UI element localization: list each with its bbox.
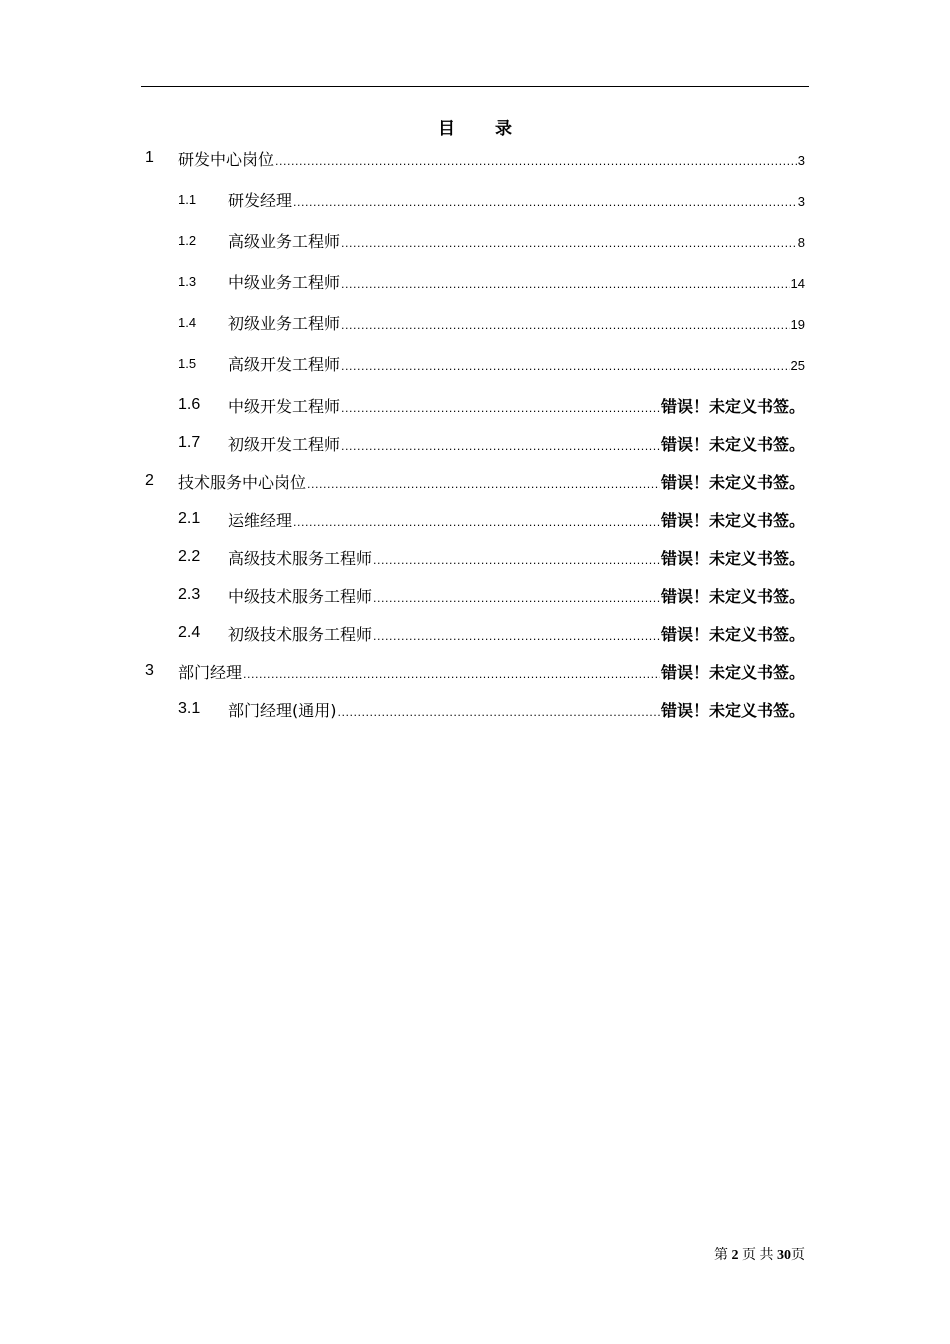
toc-leader-dots [373,554,660,567]
toc-entry-page-number: 8 [797,234,805,250]
toc-entry-page-number: 19 [790,316,805,332]
toc-entry[interactable] [0,351,950,375]
toc-entry-number: 2 [145,472,154,489]
toc-entry-number: 3 [145,662,154,679]
toc-entry-error-text: 错误！未定义书签。 [660,586,805,606]
footer-middle: 页 共 [742,1248,774,1263]
toc-entry[interactable] [0,228,950,252]
toc-leader-dots [243,668,660,681]
toc-entry-error-text: 错误！未定义书签。 [660,510,805,530]
toc-entry[interactable] [0,393,950,417]
toc-leader-dots [341,360,790,373]
toc-leader-dots [338,706,660,719]
toc-entry-number: 2.2 [178,548,201,565]
page-footer [714,1244,805,1264]
toc-entry-label: 研发经理 [228,190,293,210]
toc-title [0,114,950,139]
toc-entry-label: 部门经理(通用) [228,700,337,720]
toc-entry-number: 1.5 [178,355,197,371]
toc-entry-label: 技术服务中心岗位 [178,472,307,492]
toc-entry-label: 部门经理 [178,662,243,682]
toc-entry-error-text: 错误！未定义书签。 [660,624,805,644]
toc-entry[interactable] [0,659,950,683]
toc-entry[interactable] [0,621,950,645]
toc-entry[interactable] [0,146,950,170]
toc-entry[interactable] [0,583,950,607]
footer-total-pages: 30 [777,1248,791,1263]
toc-entry-error-text: 错误！未定义书签。 [660,548,805,568]
toc-entry[interactable] [0,310,950,334]
toc-entry[interactable] [0,187,950,211]
toc-entry[interactable] [0,269,950,293]
toc-entry-number: 3.1 [178,700,201,717]
toc-title-char-2: 录 [495,119,512,139]
toc-leader-dots [373,630,660,643]
toc-entry-error-text: 错误！未定义书签。 [660,434,805,454]
toc-entry-error-text: 错误！未定义书签。 [660,662,805,682]
footer-suffix: 页 [791,1248,805,1263]
toc-entry-number: 1.2 [178,232,197,248]
toc-entry-label: 研发中心岗位 [178,149,275,169]
toc-entry[interactable] [0,545,950,569]
toc-entry-label: 运维经理 [228,510,293,530]
toc-entry-label: 中级开发工程师 [228,396,341,416]
toc-entry[interactable] [0,507,950,531]
toc-title-char-1: 目 [438,119,455,139]
toc-entry-number: 1.7 [178,434,201,451]
toc-leader-dots [341,402,660,415]
toc-entry[interactable] [0,697,950,721]
toc-entry-page-number: 3 [797,193,805,209]
toc-entry-page-number: 25 [790,357,805,373]
toc-entry-label: 中级业务工程师 [228,272,341,292]
toc-entry-page-number: 14 [790,275,805,291]
toc-leader-dots [293,196,797,209]
toc-entry-label: 高级开发工程师 [228,354,341,374]
toc-leader-dots [341,237,797,250]
toc-entry-label: 高级技术服务工程师 [228,548,373,568]
footer-prefix: 第 [714,1248,728,1263]
footer-current-page: 2 [731,1248,739,1263]
toc-entry-label: 初级技术服务工程师 [228,624,373,644]
header-rule [141,86,809,87]
toc-leader-dots [293,516,660,529]
toc-entry-number: 1.1 [178,191,197,207]
toc-entry-number: 2.4 [178,624,201,641]
toc-entry-number: 1.4 [178,314,197,330]
toc-leader-dots [341,319,790,332]
toc-leader-dots [341,278,790,291]
toc-leader-dots [275,155,797,168]
toc-entry-number: 2.1 [178,510,201,527]
toc-entry-number: 1 [145,149,154,166]
toc-leader-dots [341,440,660,453]
toc-entry[interactable] [0,469,950,493]
toc-entry-number: 1.6 [178,396,201,413]
toc-entry-label: 初级业务工程师 [228,313,341,333]
toc-leader-dots [373,592,660,605]
toc-entry-label: 初级开发工程师 [228,434,341,454]
toc-entry-number: 1.3 [178,273,197,289]
toc-entry-error-text: 错误！未定义书签。 [660,472,805,492]
toc-entry-error-text: 错误！未定义书签。 [660,700,805,720]
toc-entry-error-text: 错误！未定义书签。 [660,396,805,416]
toc-entry[interactable] [0,431,950,455]
toc-entry-label: 高级业务工程师 [228,231,341,251]
toc-entry-label: 中级技术服务工程师 [228,586,373,606]
toc-entry-page-number: 3 [797,152,805,168]
toc-leader-dots [307,478,660,491]
toc-entry-number: 2.3 [178,586,201,603]
